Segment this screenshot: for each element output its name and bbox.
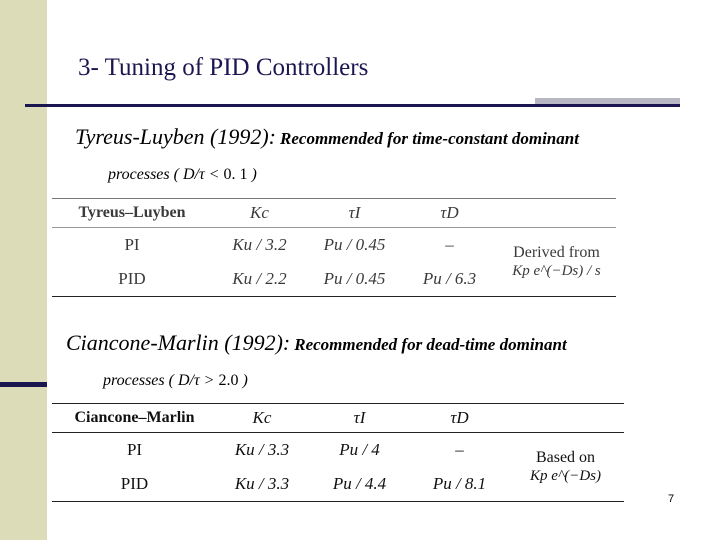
- table-row: [52, 228, 616, 263]
- section2-condition-prefix: processes ( D/τ >: [103, 372, 215, 389]
- table-header-blank: [507, 404, 624, 433]
- section1-heading-main: Tyreus-Luyben (1992):: [75, 124, 277, 149]
- table-cell-taud: Pu / 6.3: [422, 269, 477, 288]
- sidebar-accent-line: [0, 382, 47, 387]
- table-header-taui: τI: [307, 404, 412, 433]
- left-sidebar-band: [0, 0, 47, 540]
- table-cell-controller: PI: [124, 235, 140, 254]
- section1-condition-value: 0. 1: [223, 166, 248, 183]
- tyreus-luyben-table: [52, 198, 616, 297]
- table-header-blank: [497, 199, 616, 228]
- table-note-line1: Based on: [535, 449, 596, 466]
- table-note-line1: Derived from: [513, 244, 600, 261]
- table-cell-taui: Pu / 4.4: [332, 474, 387, 493]
- table-cell-controller: PI: [126, 440, 143, 459]
- table-cell-kc: Ku / 3.3: [234, 474, 290, 493]
- table-cell-kc: Ku / 3.2: [232, 235, 287, 254]
- section1-heading: [75, 124, 579, 150]
- slide-title: 3- Tuning of PID Controllers: [78, 54, 369, 81]
- table-header-method: Tyreus–Luyben: [52, 199, 212, 228]
- table-header-taud: τD: [412, 404, 507, 433]
- table-cell-taui: Pu / 0.45: [323, 235, 386, 254]
- table-note: [497, 228, 616, 297]
- table-header-method: Ciancone–Marlin: [52, 404, 217, 433]
- table-header-row: [52, 199, 616, 228]
- title-accent-line: [535, 104, 680, 107]
- table-header-row: [52, 404, 624, 433]
- table-cell-taui: Pu / 0.45: [323, 269, 386, 288]
- section2-condition-value: 2.0: [218, 372, 239, 389]
- table-cell-taud: –: [445, 235, 454, 254]
- section1-heading-rest: Recommended for time-constant dominant: [280, 129, 579, 148]
- section2-heading-rest: Recommended for dead-time dominant: [294, 335, 567, 354]
- table-header-taui: τI: [307, 199, 402, 228]
- section2-condition: [103, 372, 248, 390]
- section2-heading: [66, 330, 567, 356]
- table-header-kc: Kc: [212, 199, 307, 228]
- table-note: [507, 433, 624, 502]
- section2-heading-main: Ciancone-Marlin (1992):: [66, 330, 291, 355]
- table-header-taud: τD: [402, 199, 497, 228]
- section1-condition-suffix: ): [251, 166, 257, 183]
- table-cell-controller: PID: [118, 269, 146, 288]
- title-underline: [25, 104, 535, 107]
- table-cell-taud: –: [455, 440, 464, 459]
- ciancone-marlin-table: [52, 403, 624, 502]
- table-row: [52, 433, 624, 468]
- table-cell-kc: Ku / 3.3: [234, 440, 290, 459]
- table-cell-controller: PID: [120, 474, 149, 493]
- section2-condition-suffix: ): [242, 372, 248, 389]
- table-cell-kc: Ku / 2.2: [232, 269, 287, 288]
- table-cell-taud: Pu / 8.1: [432, 474, 487, 493]
- page-number: 7: [668, 493, 675, 505]
- table-header-kc: Kc: [217, 404, 307, 433]
- table-cell-taui: Pu / 4: [339, 440, 380, 459]
- table-note-formula: Kp e^(−Ds): [529, 468, 602, 484]
- table-note-formula: Kp e^(−Ds) / s: [512, 263, 601, 279]
- section1-condition: [108, 166, 257, 184]
- section1-condition-prefix: processes ( D/τ <: [108, 166, 220, 183]
